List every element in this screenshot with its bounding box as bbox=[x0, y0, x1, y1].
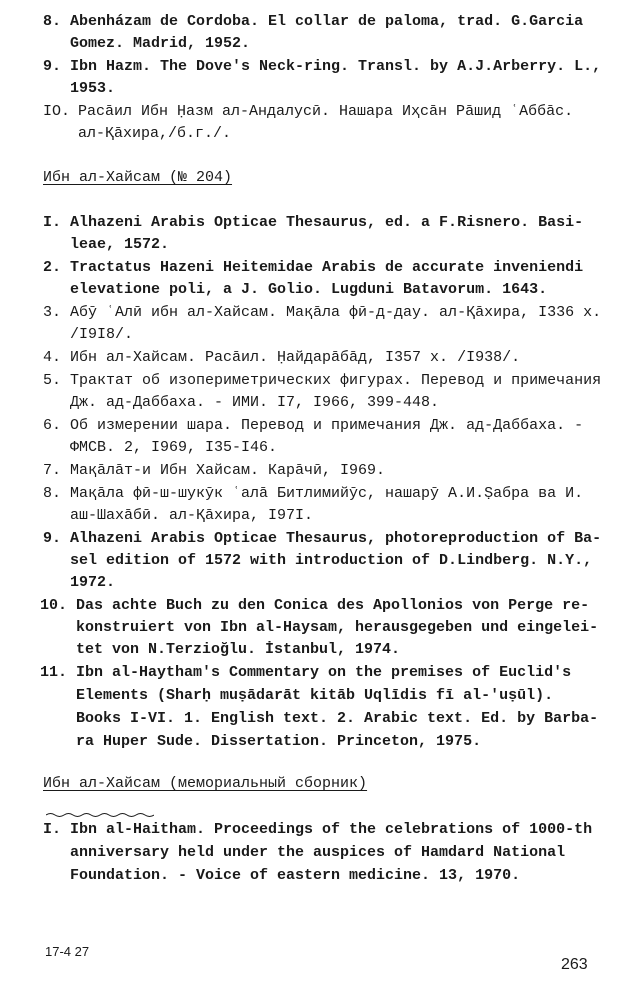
entry-line: ФМСВ. 2, I969, I35-I46. bbox=[70, 439, 278, 456]
entry-number: 8. bbox=[43, 13, 62, 30]
section-heading: Ибн ал-Хайсам (№ 204) bbox=[43, 169, 233, 186]
entry-line: Расāил Ибн Ḥазм ал-Андалусӣ. Нашара Иҳсāн Рāшид ʿАббāс. bbox=[78, 103, 574, 120]
entry-line: Gomez. Madrid, 1952. bbox=[70, 35, 251, 52]
entry-number: 6. bbox=[43, 417, 62, 434]
entry-line: Ibn al-Haitham. Proceedings of the celebrations of 1000-th bbox=[70, 821, 593, 838]
entry-number: 4. bbox=[43, 349, 62, 366]
entry-line: Abenházam de Cordoba. El collar de paloma, trad. G.Garcia bbox=[70, 13, 584, 30]
entry-line: Дж. ад-Даббаха. - ИМИ. I7, I966, 399-448. bbox=[70, 394, 440, 411]
section-heading: Ибн ал-Хайсам (мемориальный сборник) bbox=[43, 775, 368, 792]
entry-line: Ибн ал-Хайсам. Расāил. Ḥайдарāбāд, I357 х. /I938/. bbox=[70, 349, 521, 366]
printer-signature: 17-4 27 bbox=[45, 944, 90, 959]
wavy-underline bbox=[46, 812, 154, 818]
entry-line: sel edition of 1572 with introduction of D.Lindberg. N.Y., bbox=[70, 552, 593, 569]
entry-number: 8. bbox=[43, 485, 62, 502]
entry-line: elevatione poli, a J. Golio. Lugduni Batavorum. 1643. bbox=[70, 281, 548, 298]
entry-number: 10. bbox=[40, 597, 68, 614]
entry-line: konstruiert von Ibn al-Haysam, herausgegeben und eingelei- bbox=[76, 619, 599, 636]
entry-line: Das achte Buch zu den Conica des Apollonios von Perge re- bbox=[76, 597, 590, 614]
entry-line: Alhazeni Arabis Opticae Thesaurus, ed. a F.Risnero. Basi- bbox=[70, 214, 584, 231]
entry-number: 9. bbox=[43, 58, 62, 75]
entry-number: 5. bbox=[43, 372, 62, 389]
entry-number: 11. bbox=[40, 664, 68, 681]
entry-line: аш-Шахāбӣ. ал-Қāхира, I97I. bbox=[70, 507, 314, 524]
entry-line: Трактат об изопериметрических фигурах. Перевод и примечания bbox=[70, 372, 602, 389]
entry-line: Мақāла фӣ-ш-шукӯк ʿалā Битлимийӯс, нашарӯ А.И.Ṣабра ва И. bbox=[70, 485, 584, 502]
entry-line: /I9I8/. bbox=[70, 326, 134, 343]
entry-line: anniversary held under the auspices of Hamdard National bbox=[70, 844, 566, 861]
entry-line: 1972. bbox=[70, 574, 116, 591]
entry-line: Мақāлāт-и Ибн Хайсам. Карāчӣ, I969. bbox=[70, 462, 386, 479]
entry-line: Foundation. - Voice of eastern medicine. 13, 1970. bbox=[70, 867, 521, 884]
entry-number: 2. bbox=[43, 259, 62, 276]
entry-line: ra Huper Sude. Dissertation. Princeton, 1975. bbox=[76, 733, 482, 750]
entry-line: ал-Қāхира,/б.г./. bbox=[78, 125, 232, 142]
entry-line: Об измерении шара. Перевод и примечания Дж. ад-Даббаха. - bbox=[70, 417, 584, 434]
entry-line: Elements (Sharḥ muṣādarāt kitāb Uqlīdis fī al-'uṣūl). bbox=[76, 687, 554, 704]
entry-line: Alhazeni Arabis Opticae Thesaurus, photoreproduction of Ba- bbox=[70, 530, 602, 547]
entry-number: I. bbox=[43, 821, 62, 838]
entry-line: tet von N.Terzioğlu. İstanbul, 1974. bbox=[76, 641, 401, 658]
entry-number: 9. bbox=[43, 530, 62, 547]
entry-line: Ibn al-Haytham's Commentary on the premises of Euclid's bbox=[76, 664, 572, 681]
page-number: 263 bbox=[561, 956, 588, 973]
entry-line: Абӯ ʿАлӣ ибн ал-Хайсам. Мақāла фӣ-д-дау. ал-Қāхира, I336 х. bbox=[70, 304, 602, 321]
entry-line: Books I-VI. 1. English text. 2. Arabic text. Ed. by Barba- bbox=[76, 710, 599, 727]
entry-line: Tractatus Hazeni Heitemidae Arabis de accurate inveniendi bbox=[70, 259, 584, 276]
entry-line: leae, 1572. bbox=[70, 236, 170, 253]
entry-line: Ibn Hazm. The Dove's Neck-ring. Transl. by A.J.Arberry. L., bbox=[70, 58, 602, 75]
entry-number: IO. bbox=[43, 103, 71, 120]
entry-number: 7. bbox=[43, 462, 62, 479]
entry-line: 1953. bbox=[70, 80, 116, 97]
entry-number: I. bbox=[43, 214, 62, 231]
entry-number: 3. bbox=[43, 304, 62, 321]
